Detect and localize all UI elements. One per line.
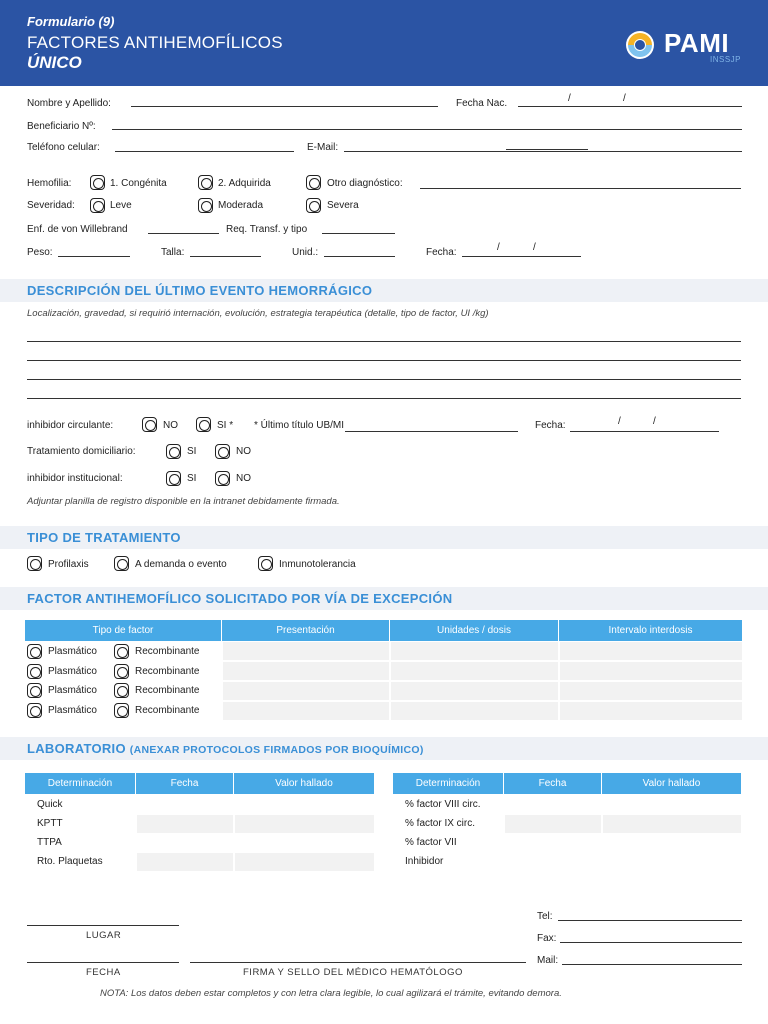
lab-cell[interactable]	[235, 815, 374, 833]
plasmatic-checkbox[interactable]	[27, 644, 42, 659]
lab-row-label: % factor VIII circ.	[405, 799, 481, 810]
lab-table-left-header	[25, 773, 374, 794]
factor-cell[interactable]	[223, 662, 389, 680]
weight-field[interactable]	[58, 256, 130, 257]
inhibitor-date-field[interactable]	[570, 431, 719, 432]
transfusion-field[interactable]	[322, 233, 395, 234]
fax-field[interactable]	[560, 942, 742, 943]
email-label: E-Mail:	[307, 142, 339, 153]
other-diagnosis-checkbox[interactable]	[306, 175, 321, 190]
pami-logo	[624, 28, 744, 68]
event-description-line[interactable]	[27, 398, 741, 399]
lab-title-note: (ANEXAR PROTOCOLOS FIRMADOS POR BIOQUÍMICO)	[129, 744, 424, 756]
inhibitor-yes-checkbox[interactable]	[196, 417, 211, 432]
event-description-line[interactable]	[27, 360, 741, 361]
height-label: Talla:	[161, 247, 185, 258]
phone-label: Teléfono celular:	[27, 142, 100, 153]
footer-note: NOTA: Los datos deben estar completos y con letra clara legible, lo cual agilizará el trámite, evitando demora.	[100, 988, 562, 999]
home-treatment-yes-label: SI	[187, 446, 197, 457]
lab-table-right-header	[393, 773, 741, 794]
congenital-label: 1. Congénita	[110, 178, 167, 189]
recombinant-label: Recombinante	[135, 646, 200, 657]
attach-note: Adjuntar planilla de registro disponible en la intranet debidamente firmada.	[27, 496, 340, 507]
factor-col-type: Tipo de factor	[25, 620, 222, 641]
institutional-no-checkbox[interactable]	[215, 471, 230, 486]
congenital-checkbox[interactable]	[90, 175, 105, 190]
lab-cell[interactable]	[603, 815, 741, 833]
lab-col-date: Fecha	[504, 773, 602, 794]
fax-label: Fax:	[537, 933, 557, 944]
event-instructions: Localización, gravedad, si requirió internación, evolución, estrategia terapéutica (detalle, tipo de factor, UI /kg)	[27, 308, 489, 319]
beneficiary-label: Beneficiario Nº:	[27, 121, 96, 132]
hemophilia-label: Hemofilia:	[27, 178, 72, 189]
recombinant-checkbox[interactable]	[114, 664, 129, 679]
factor-cell[interactable]	[391, 702, 558, 720]
mail-label: Mail:	[537, 955, 559, 966]
mild-label: Leve	[110, 200, 132, 211]
beneficiary-field[interactable]	[112, 129, 742, 130]
immune-tolerance-checkbox[interactable]	[258, 556, 273, 571]
event-section-title: DESCRIPCIÓN DEL ÚLTIMO EVENTO HEMORRÁGICO	[27, 283, 373, 298]
institutional-yes-checkbox[interactable]	[166, 471, 181, 486]
institutional-inhibitor-label: inhibidor institucional:	[27, 473, 123, 484]
institutional-no-label: NO	[236, 473, 251, 484]
lab-section-band	[0, 737, 768, 760]
lab-cell[interactable]	[137, 815, 233, 833]
moderate-checkbox[interactable]	[198, 198, 213, 213]
willebrand-label: Enf. de von Willebrand	[27, 224, 128, 235]
factor-col-presentation: Presentación	[222, 620, 390, 641]
factor-cell[interactable]	[391, 682, 558, 700]
name-field[interactable]	[131, 106, 438, 107]
lab-col-date: Fecha	[136, 773, 234, 794]
event-section-band	[0, 279, 768, 302]
last-titer-field[interactable]	[345, 431, 518, 432]
place-label: LUGAR	[86, 930, 122, 941]
prophylaxis-label: Profilaxis	[48, 559, 89, 570]
birth-date-field[interactable]	[518, 106, 742, 107]
factor-section-title: FACTOR ANTIHEMOFÍLICO SOLICITADO POR VÍA DE EXCEPCIÓN	[27, 591, 453, 606]
plasmatic-label: Plasmático	[48, 705, 97, 716]
factor-table-header	[25, 620, 742, 641]
inhibitor-yes-label: SI *	[217, 420, 234, 431]
plasmatic-checkbox[interactable]	[27, 664, 42, 679]
factor-cell[interactable]	[391, 662, 558, 680]
lab-col-value: Valor hallado	[642, 778, 701, 789]
willebrand-field[interactable]	[148, 233, 219, 234]
date-separator: /	[497, 242, 500, 253]
lab-col-determination: Determinación	[393, 773, 504, 794]
home-treatment-label: Tratamiento domiciliario:	[27, 446, 136, 457]
form-header	[0, 0, 768, 86]
form-title-2: ÚNICO	[27, 53, 82, 72]
lab-row-label: % factor VII	[405, 837, 457, 848]
pami-logo-icon	[624, 29, 656, 61]
doctor-signature-label: FIRMA Y SELLO DEL MÉDICO HEMATÓLOGO	[243, 967, 463, 978]
logo-subtext: INSSJP	[710, 55, 742, 64]
lab-row-label: Rto. Plaquetas	[37, 856, 103, 867]
unit-field[interactable]	[324, 256, 395, 257]
factor-col-units: Unidades / dosis	[390, 620, 559, 641]
mail-field[interactable]	[562, 964, 742, 965]
recombinant-checkbox[interactable]	[114, 703, 129, 718]
acquired-checkbox[interactable]	[198, 175, 213, 190]
name-label: Nombre y Apellido:	[27, 98, 111, 109]
lab-cell[interactable]	[235, 853, 374, 871]
transfusion-label: Req. Transf. y tipo	[226, 224, 308, 235]
recombinant-label: Recombinante	[135, 666, 200, 677]
prophylaxis-checkbox[interactable]	[27, 556, 42, 571]
factor-section-band	[0, 587, 768, 610]
lab-col-value: Valor hallado	[275, 778, 333, 789]
acquired-label: 2. Adquirida	[218, 178, 271, 189]
tel-label: Tel:	[537, 911, 553, 922]
unit-label: Unid.:	[292, 247, 319, 258]
last-titer-label: * Último título UB/MI	[254, 420, 345, 431]
date-separator: /	[618, 416, 621, 427]
mild-checkbox[interactable]	[90, 198, 105, 213]
home-treatment-yes-checkbox[interactable]	[166, 444, 181, 459]
email-field[interactable]	[344, 151, 742, 152]
factor-cell[interactable]	[560, 682, 742, 700]
factor-cell[interactable]	[223, 682, 389, 700]
recombinant-checkbox[interactable]	[114, 683, 129, 698]
form-title: FACTORES ANTIHEMOFÍLICOS	[27, 33, 283, 52]
date-separator: /	[623, 93, 626, 104]
immune-tolerance-label: Inmunotolerancia	[279, 559, 356, 570]
factor-cell[interactable]	[223, 642, 389, 660]
factor-cell[interactable]	[223, 702, 389, 720]
phone-field[interactable]	[115, 151, 294, 152]
severe-checkbox[interactable]	[306, 198, 321, 213]
recombinant-label: Recombinante	[135, 705, 200, 716]
tel-field[interactable]	[558, 920, 742, 921]
date-separator: /	[568, 93, 571, 104]
severity-label: Severidad:	[27, 200, 75, 211]
inhibitor-no-checkbox[interactable]	[142, 417, 157, 432]
lab-row-label: Quick	[37, 799, 63, 810]
treatment-section-band	[0, 526, 768, 549]
logo-wordmark: PAMI	[664, 28, 730, 58]
factor-cell[interactable]	[560, 662, 742, 680]
inhibitor-no-label: NO	[163, 420, 178, 431]
lab-cell[interactable]	[137, 853, 233, 871]
event-description-line[interactable]	[27, 379, 741, 380]
on-demand-checkbox[interactable]	[114, 556, 129, 571]
factor-cell[interactable]	[560, 642, 742, 660]
form-number: Formulario (9)	[27, 14, 115, 29]
factor-cell[interactable]	[391, 642, 558, 660]
plasmatic-label: Plasmático	[48, 666, 97, 677]
plasmatic-label: Plasmático	[48, 685, 97, 696]
factor-cell[interactable]	[560, 702, 742, 720]
home-treatment-no-checkbox[interactable]	[215, 444, 230, 459]
treatment-section-title: TIPO DE TRATAMIENTO	[27, 530, 181, 545]
institutional-yes-label: SI	[187, 473, 197, 484]
lab-cell[interactable]	[505, 815, 601, 833]
lab-row-label: Inhibidor	[405, 856, 444, 867]
date-sign-field[interactable]	[27, 962, 179, 963]
lab-col-determination: Determinación	[25, 773, 136, 794]
height-field[interactable]	[190, 256, 261, 257]
factor-col-interval: Intervalo interdosis	[608, 625, 693, 636]
recombinant-checkbox[interactable]	[114, 644, 129, 659]
plasmatic-label: Plasmático	[48, 646, 97, 657]
date-label: Fecha:	[426, 247, 457, 258]
date-field[interactable]	[462, 256, 581, 257]
place-field[interactable]	[27, 925, 179, 926]
severe-label: Severa	[327, 200, 359, 211]
lab-section-title	[27, 741, 424, 756]
plasmatic-checkbox[interactable]	[27, 703, 42, 718]
doctor-signature-field[interactable]	[190, 962, 526, 963]
home-treatment-no-label: NO	[236, 446, 251, 457]
on-demand-label: A demanda o evento	[135, 559, 227, 570]
other-diagnosis-field[interactable]	[420, 188, 741, 189]
date-separator: /	[533, 242, 536, 253]
birth-date-label: Fecha Nac.	[456, 98, 508, 109]
lab-row-label: KPTT	[37, 818, 63, 829]
plasmatic-checkbox[interactable]	[27, 683, 42, 698]
event-description-line[interactable]	[27, 341, 741, 342]
moderate-label: Moderada	[218, 200, 264, 211]
date-sign-label: FECHA	[86, 967, 121, 978]
weight-label: Peso:	[27, 247, 53, 258]
inhibitor-date-label: Fecha:	[535, 420, 566, 431]
other-diagnosis-label: Otro diagnóstico:	[327, 178, 403, 189]
date-separator: /	[653, 416, 656, 427]
email-mark	[506, 149, 588, 150]
lab-row-label: % factor IX circ.	[405, 818, 476, 829]
inhibitor-circulating-label: inhibidor circulante:	[27, 420, 114, 431]
recombinant-label: Recombinante	[135, 685, 200, 696]
lab-row-label: TTPA	[37, 837, 62, 848]
lab-title: LABORATORIO	[27, 741, 126, 756]
